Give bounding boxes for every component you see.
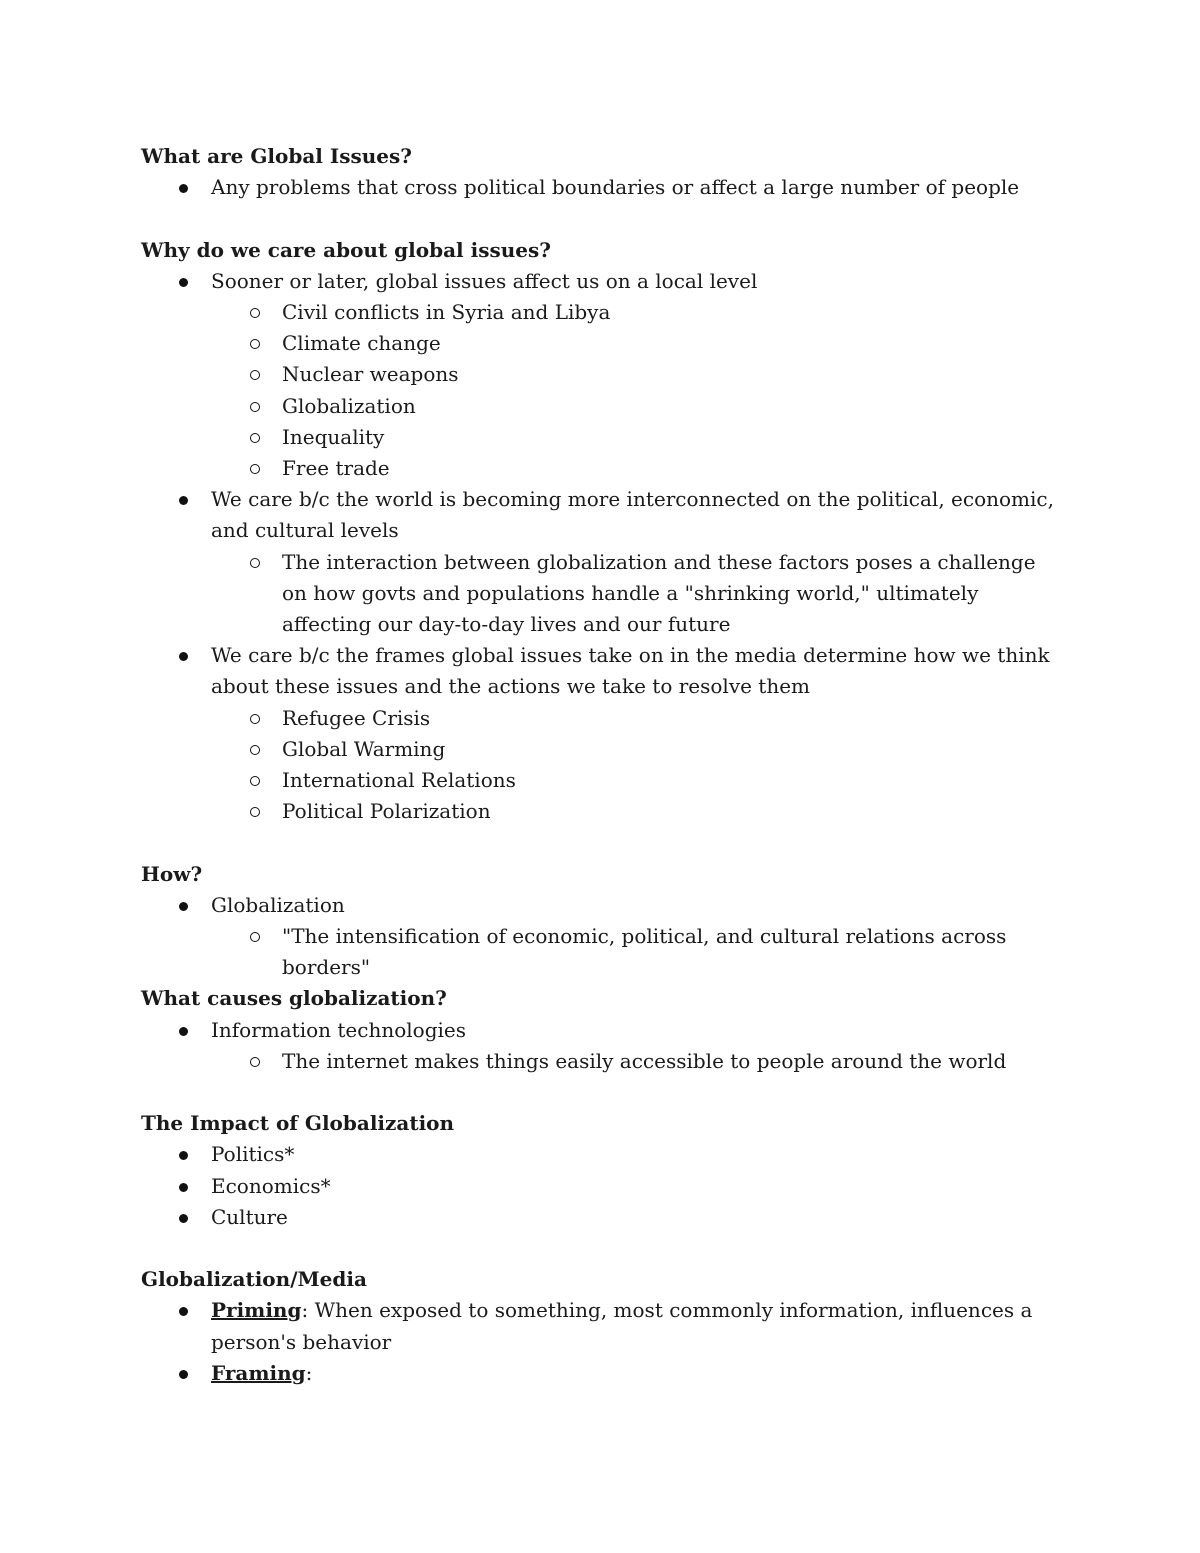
sub-list — [211, 1046, 1061, 1077]
list-item-text: We care b/c the frames global issues take on in the media determine how we think about these issues and the actions we take to resolve them — [211, 643, 1050, 699]
hollow-bullet-icon — [250, 433, 260, 443]
sub-list-item-text: Global Warming — [282, 736, 446, 761]
sub-list — [211, 547, 1061, 641]
list-item-text: Information technologies — [211, 1017, 466, 1042]
list-item — [141, 1295, 1061, 1357]
hollow-bullet-icon — [250, 807, 260, 817]
hollow-bullet-icon — [250, 464, 260, 474]
bullet-list — [141, 172, 1061, 203]
list-item — [141, 1139, 1061, 1170]
sub-list-item — [211, 765, 1061, 796]
sub-list-item-text: Nuclear weapons — [282, 362, 459, 387]
filled-bullet-icon — [179, 1183, 188, 1192]
bullet-list — [141, 1139, 1061, 1233]
list-item — [141, 640, 1061, 827]
list-item — [141, 1015, 1061, 1077]
section-heading: Globalization/Media — [141, 1267, 367, 1292]
sub-list — [211, 703, 1061, 828]
bullet-list — [141, 1015, 1061, 1077]
sub-list-item-text: The internet makes things easily accessible to people around the world — [282, 1048, 1007, 1073]
bullet-list — [141, 266, 1061, 828]
sub-list-item-text: Climate change — [282, 331, 441, 356]
filled-bullet-icon — [179, 1151, 188, 1160]
blank-line — [141, 827, 1061, 858]
hollow-bullet-icon — [250, 745, 260, 755]
term-framing: Framing — [211, 1360, 306, 1385]
sub-list-item-text: Globalization — [282, 393, 416, 418]
blank-line — [141, 203, 1061, 234]
hollow-bullet-icon — [250, 402, 260, 412]
list-item-text: Politics* — [211, 1142, 295, 1167]
filled-bullet-icon — [179, 1307, 188, 1316]
sub-list-item — [211, 297, 1061, 328]
sub-list-item — [211, 453, 1061, 484]
hollow-bullet-icon — [250, 558, 260, 568]
sub-list-item — [211, 703, 1061, 734]
document-content — [141, 141, 1061, 1389]
blank-line — [141, 1233, 1061, 1264]
sub-list — [211, 921, 1061, 983]
hollow-bullet-icon — [250, 308, 260, 318]
section-heading: The Impact of Globalization — [141, 1111, 455, 1136]
list-item — [141, 484, 1061, 640]
hollow-bullet-icon — [250, 339, 260, 349]
filled-bullet-icon — [179, 902, 188, 911]
list-item — [141, 266, 1061, 484]
list-item-text: Economics* — [211, 1173, 331, 1198]
sub-list-item — [211, 422, 1061, 453]
filled-bullet-icon — [179, 496, 188, 505]
hollow-bullet-icon — [250, 714, 260, 724]
list-item — [141, 1202, 1061, 1233]
list-item-text: We care b/c the world is becoming more interconnected on the political, economic, and cultural levels — [211, 487, 1054, 543]
sub-list-item-text: The interaction between globalization and these factors poses a challenge on how govts and populations handle a "shrinking world," ultimately affecting our day-to-day lives and our future — [282, 549, 1036, 637]
hollow-bullet-icon — [250, 1057, 260, 1067]
filled-bullet-icon — [179, 184, 188, 193]
sub-list-item-text: Free trade — [282, 456, 390, 481]
list-item-text: Globalization — [211, 892, 345, 917]
sub-list-item — [211, 921, 1061, 983]
sub-list-item-text: Refugee Crisis — [282, 705, 431, 730]
sub-list-item — [211, 796, 1061, 827]
list-item — [141, 1358, 1061, 1389]
sub-list-item-text: "The intensification of economic, political, and cultural relations across borders" — [282, 924, 1007, 980]
term-definition: : When exposed to something, most commonly information, influences a person's behavior — [211, 1298, 1033, 1354]
list-item — [141, 172, 1061, 203]
sub-list-item-text: Political Polarization — [282, 799, 491, 824]
blank-line — [141, 1077, 1061, 1108]
term-priming: Priming — [211, 1298, 302, 1323]
filled-bullet-icon — [179, 652, 188, 661]
sub-list-item — [211, 359, 1061, 390]
list-item-text: Any problems that cross political boundaries or affect a large number of people — [211, 175, 1020, 200]
bullet-list — [141, 1295, 1061, 1389]
filled-bullet-icon — [179, 1370, 188, 1379]
hollow-bullet-icon — [250, 932, 260, 942]
filled-bullet-icon — [179, 1027, 188, 1036]
hollow-bullet-icon — [250, 776, 260, 786]
sub-list-item — [211, 391, 1061, 422]
sub-list — [211, 297, 1061, 484]
bullet-list — [141, 890, 1061, 984]
section-heading: What are Global Issues? — [141, 144, 412, 168]
sub-list-item — [211, 547, 1061, 641]
sub-list-item-text: International Relations — [282, 768, 516, 793]
term-definition: : — [305, 1360, 313, 1385]
section-heading: How? — [141, 861, 203, 886]
sub-list-item — [211, 328, 1061, 359]
list-item-text: Culture — [211, 1204, 288, 1229]
filled-bullet-icon — [179, 1214, 188, 1223]
section-heading: What causes globalization? — [141, 986, 447, 1011]
list-item-text: Sooner or later, global issues affect us on a local level — [211, 268, 758, 293]
sub-list-item-text: Inequality — [282, 424, 385, 449]
filled-bullet-icon — [179, 278, 188, 287]
sub-list-item-text: Civil conflicts in Syria and Libya — [282, 300, 611, 324]
list-item — [141, 1171, 1061, 1202]
list-item — [141, 890, 1061, 984]
sub-list-item — [211, 1046, 1061, 1077]
sub-list-item — [211, 734, 1061, 765]
section-heading: Why do we care about global issues? — [141, 237, 551, 262]
hollow-bullet-icon — [250, 370, 260, 380]
